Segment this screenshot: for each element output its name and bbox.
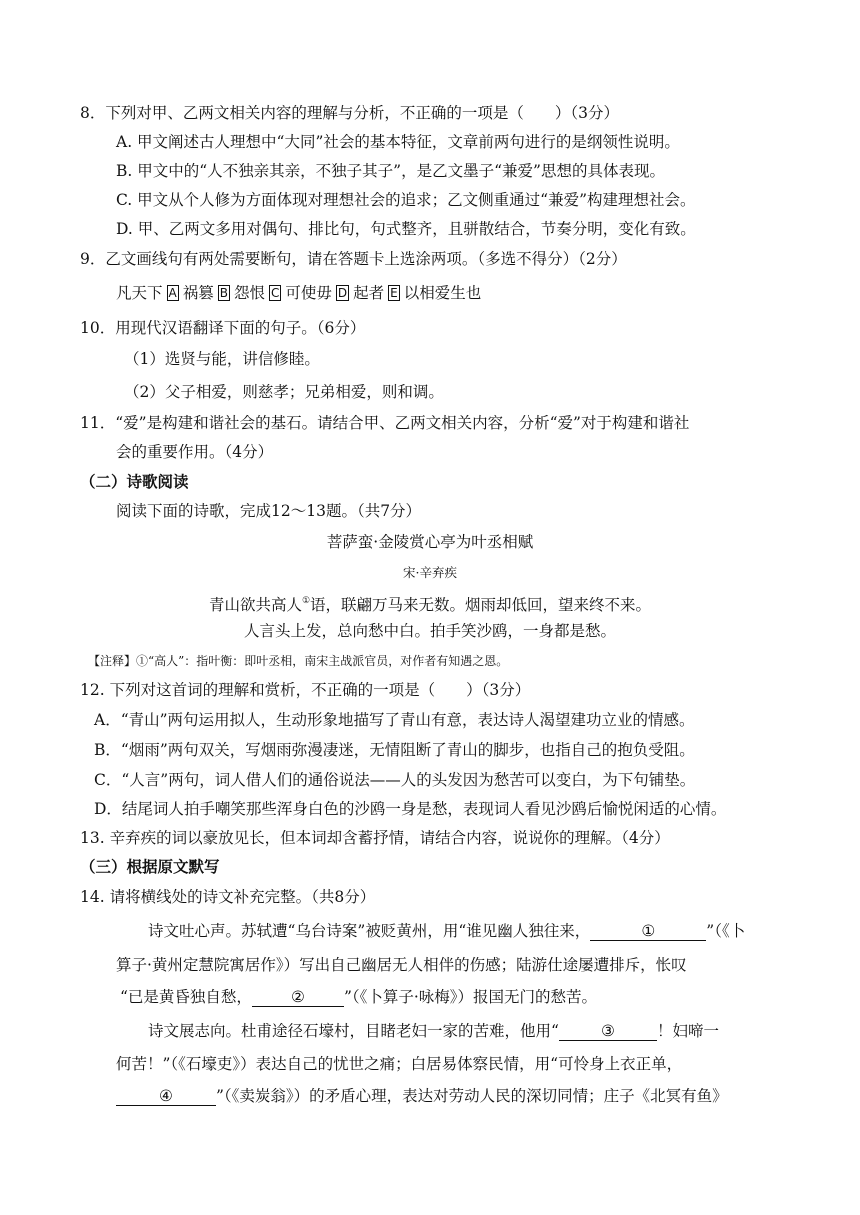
- q14-stem: 14. 请将横线处的诗文补充完整。（共8分）: [80, 888, 376, 906]
- q12-option-a: A．“青山”两句运用拟人，生动形象地描写了青山有意，表达诗人渴望建功立业的情感。: [94, 711, 695, 729]
- fill-blank-3[interactable]: ③: [559, 1022, 657, 1041]
- q9-sentence: [116, 283, 481, 303]
- q14-p2-line-3: [116, 1086, 728, 1106]
- poem-annotation: 【注释】①“高人”：指叶衡：即叶丞相，南宋主战派官员，对作者有知遇之恩。: [88, 654, 509, 668]
- q14-text: ”（《卜: [706, 922, 746, 940]
- q9-option-c-box[interactable]: C: [271, 286, 280, 300]
- q11-line-2: 会的重要作用。（4分）: [116, 443, 274, 461]
- q14-text: ”（《卖炭翁》）的矛盾心理，表达对劳动人民的深切同情；庄子《北冥有鱼》: [216, 1087, 728, 1105]
- q8-option-c: C. 甲文从个人修为方面体现对理想社会的追求；乙文侧重通过“兼爱”构建理想社会。: [116, 191, 696, 209]
- poem-title: 菩萨蛮·金陵赏心亭为叶丞相赋: [326, 533, 534, 551]
- poem-line-2: 人言头上发，总向愁中白。拍手笑沙鸥，一身都是愁。: [243, 622, 616, 640]
- section2-intro: 阅读下面的诗歌，完成12～13题。（共7分）: [116, 502, 422, 520]
- fill-blank-1[interactable]: ①: [590, 922, 706, 941]
- poem-author: 宋·辛弃疾: [403, 565, 457, 580]
- q14-text: ”（《卜算子·咏梅》）报国无门的愁苦。: [343, 988, 598, 1006]
- q14-text: 诗文展志向。杜甫途径石壕村，目睹老妇一家的苦难，他用“: [148, 1022, 559, 1040]
- q12-option-c: C．“人言”两句，词人借人们的通俗说法——人的头发因为愁苦可以变白，为下句铺垫。: [94, 771, 696, 789]
- q10-item-2: （2）父子相爱，则慈孝；兄弟相爱，则和调。: [124, 383, 444, 401]
- section2-heading: （二）诗歌阅读: [80, 472, 189, 491]
- q9-segment: 怨恨: [233, 284, 265, 302]
- q9-segment: 凡天下: [116, 284, 163, 302]
- q12-option-d: D．结尾词人拍手嘲笑那些浑身白色的沙鸥一身是愁，表现词人看见沙鸥后愉悦闲适的心情。: [94, 800, 727, 818]
- q10-item-1: （1）选贤与能，讲信修睦。: [124, 350, 320, 368]
- q12-option-b: B．“烟雨”两句双关，写烟雨弥漫凄迷，无情阻断了青山的脚步，也指自己的抱负受阻。: [94, 741, 695, 759]
- q11-line-1: 11．“爱”是构建和谐社会的基石。请结合甲、乙两文相关内容，分析“爱”对于构建和谐社: [80, 414, 690, 432]
- q9-option-a-box[interactable]: A: [168, 286, 177, 300]
- q13-stem: 13. 辛弃疾的词以豪放见长，但本词却含蓄抒情，请结合内容，说说你的理解。（4分）: [80, 829, 670, 847]
- q14-text: 诗文吐心声。苏轼遭“乌台诗案”被贬黄州，用“谁见幽人独往来，: [148, 922, 591, 940]
- q14-p1-line-1: [148, 921, 745, 941]
- q14-p2-line-2: 何苦！”（《石壕吏》）表达自己的忧世之痛；白居易体察民情，用“可怜身上衣正单，: [116, 1055, 683, 1073]
- q9-segment: 以相爱生也: [403, 284, 482, 302]
- footnote-marker: ①: [301, 596, 311, 606]
- q8-option-d: D. 甲、乙两文多用对偶句、排比句，句式整齐，且骈散结合，节奏分明，变化有致。: [116, 220, 696, 238]
- poem-line-1-end: 语，联翩万马来无数。烟雨却低回，望来终不来。: [310, 596, 652, 614]
- q12-stem: 12. 下列对这首词的理解和赏析，不正确的一项是（ ）（3分）: [80, 681, 531, 699]
- q9-option-e-box[interactable]: E: [390, 286, 398, 300]
- fill-blank-4[interactable]: ④: [116, 1087, 216, 1106]
- q8-stem: 8．下列对甲、乙两文相关内容的理解与分析，不正确的一项是（ ）（3分）: [80, 104, 619, 122]
- q14-text: “已是黄昏独自愁，: [120, 988, 252, 1006]
- q8-option-b: B. 甲文中的“人不独亲其亲，不独子其子”，是乙文墨子“兼爱”思想的具体表现。: [116, 162, 665, 180]
- q14-p2-line-1: [148, 1021, 719, 1041]
- q14-p1-line-3: [120, 987, 597, 1007]
- q9-segment: 起者: [353, 284, 385, 302]
- q9-option-b-box[interactable]: B: [219, 286, 228, 300]
- q14-text: ！妇啼一: [656, 1022, 719, 1040]
- poem-line-1-start: 青山欲共高人: [208, 596, 302, 614]
- q10-stem: 10．用现代汉语翻译下面的句子。（6分）: [80, 319, 366, 337]
- q9-option-d-box[interactable]: D: [337, 286, 348, 300]
- q8-option-a: A. 甲文阐述古人理想中“大同”社会的基本特征，文章前两句进行的是纲领性说明。: [116, 133, 680, 151]
- poem-line-1: [0, 591, 860, 615]
- q9-stem: 9．乙文画线句有两处需要断句，请在答题卡上选涂两项。（多选不得分）（2分）: [80, 250, 627, 268]
- q14-p1-line-2: 算子·黄州定慧院寓居作》）写出自己幽居无人相伴的伤感；陆游仕途屡遭排斥，怅叹: [116, 956, 687, 974]
- q9-segment: 可使毋: [285, 284, 332, 302]
- section3-heading: （三）根据原文默写: [80, 857, 220, 876]
- q9-segment: 祸篡: [182, 284, 214, 302]
- fill-blank-2[interactable]: ②: [252, 988, 344, 1007]
